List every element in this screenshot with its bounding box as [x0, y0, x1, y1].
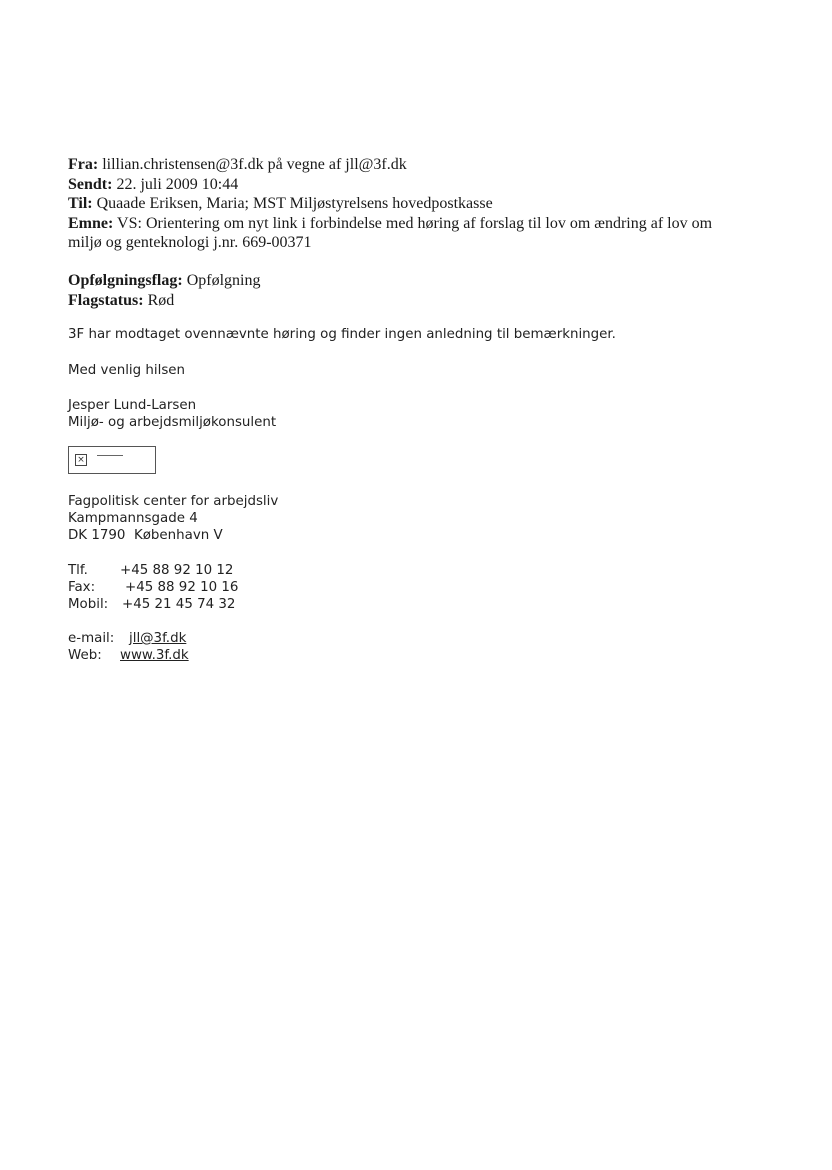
flag-status-line — [68, 291, 768, 311]
phone-row — [68, 562, 788, 579]
online-contact-block — [68, 630, 788, 664]
from-value: lillian.christensen@3f.dk på vegne af jll@3f.dk — [102, 156, 407, 173]
to-value: Quaade Eriksen, Maria; MST Miljøstyrelsens hovedpostkasse — [96, 195, 493, 212]
phone-value: +45 88 92 10 12 — [120, 563, 234, 578]
mobile-label: Mobil: — [68, 597, 109, 612]
subject-value-line2: miljø og genteknologi j.nr. 669-00371 — [68, 234, 312, 251]
email-label: e-mail: — [68, 631, 115, 646]
to-label: Til: — [68, 195, 93, 212]
sent-label: Sendt: — [68, 175, 113, 193]
signature-block — [68, 397, 788, 431]
from-line — [68, 155, 768, 175]
flag-status-label: Flagstatus: — [68, 291, 144, 309]
greeting-block — [68, 362, 788, 379]
web-row — [68, 647, 788, 664]
message-text: 3F har modtaget ovennævnte høring og finder ingen anledning til bemærkninger. — [68, 327, 616, 342]
email-header — [68, 155, 768, 253]
address-line-2: Kampmannsgade 4 — [68, 511, 198, 526]
to-line — [68, 194, 768, 214]
placeholder-divider — [97, 455, 123, 456]
fax-value: +45 88 92 10 16 — [125, 580, 239, 595]
email-link[interactable]: jll@3f.dk — [129, 631, 187, 646]
contact-block — [68, 562, 788, 613]
from-label: Fra: — [68, 156, 99, 173]
missing-image-placeholder — [68, 446, 156, 474]
flags-block — [68, 271, 768, 310]
sent-value: 22. juli 2009 10:44 — [116, 175, 239, 193]
signer-name: Jesper Lund-Larsen — [68, 398, 197, 413]
web-label: Web: — [68, 648, 102, 663]
fax-row — [68, 579, 788, 596]
address-line-1: Fagpolitisk center for arbejdsliv — [68, 494, 279, 509]
mobile-row — [68, 596, 788, 613]
phone-label: Tlf. — [68, 563, 88, 578]
broken-image-icon: × — [75, 454, 87, 466]
email-row — [68, 630, 788, 647]
subject-value-line1: VS: Orientering om nyt link i forbindelse med høring af forslag til lov om ændring af lov om — [117, 214, 713, 232]
web-link[interactable]: www.3f.dk — [120, 648, 189, 663]
followup-label: Opfølgningsflag: — [68, 272, 183, 289]
subject-line — [68, 214, 768, 234]
message-body — [68, 326, 788, 343]
followup-flag-line — [68, 271, 768, 291]
flag-status-value: Rød — [147, 291, 175, 309]
greeting-text: Med venlig hilsen — [68, 363, 186, 378]
followup-value: Opfølgning — [186, 272, 261, 289]
address-block — [68, 493, 788, 544]
address-line-3: DK 1790 København V — [68, 528, 223, 543]
signer-title: Miljø- og arbejdsmiljøkonsulent — [68, 415, 277, 430]
subject-line-continued — [68, 233, 768, 253]
fax-label: Fax: — [68, 580, 96, 595]
sent-line — [68, 175, 768, 195]
mobile-value: +45 21 45 74 32 — [122, 597, 236, 612]
subject-label: Emne: — [68, 214, 114, 232]
